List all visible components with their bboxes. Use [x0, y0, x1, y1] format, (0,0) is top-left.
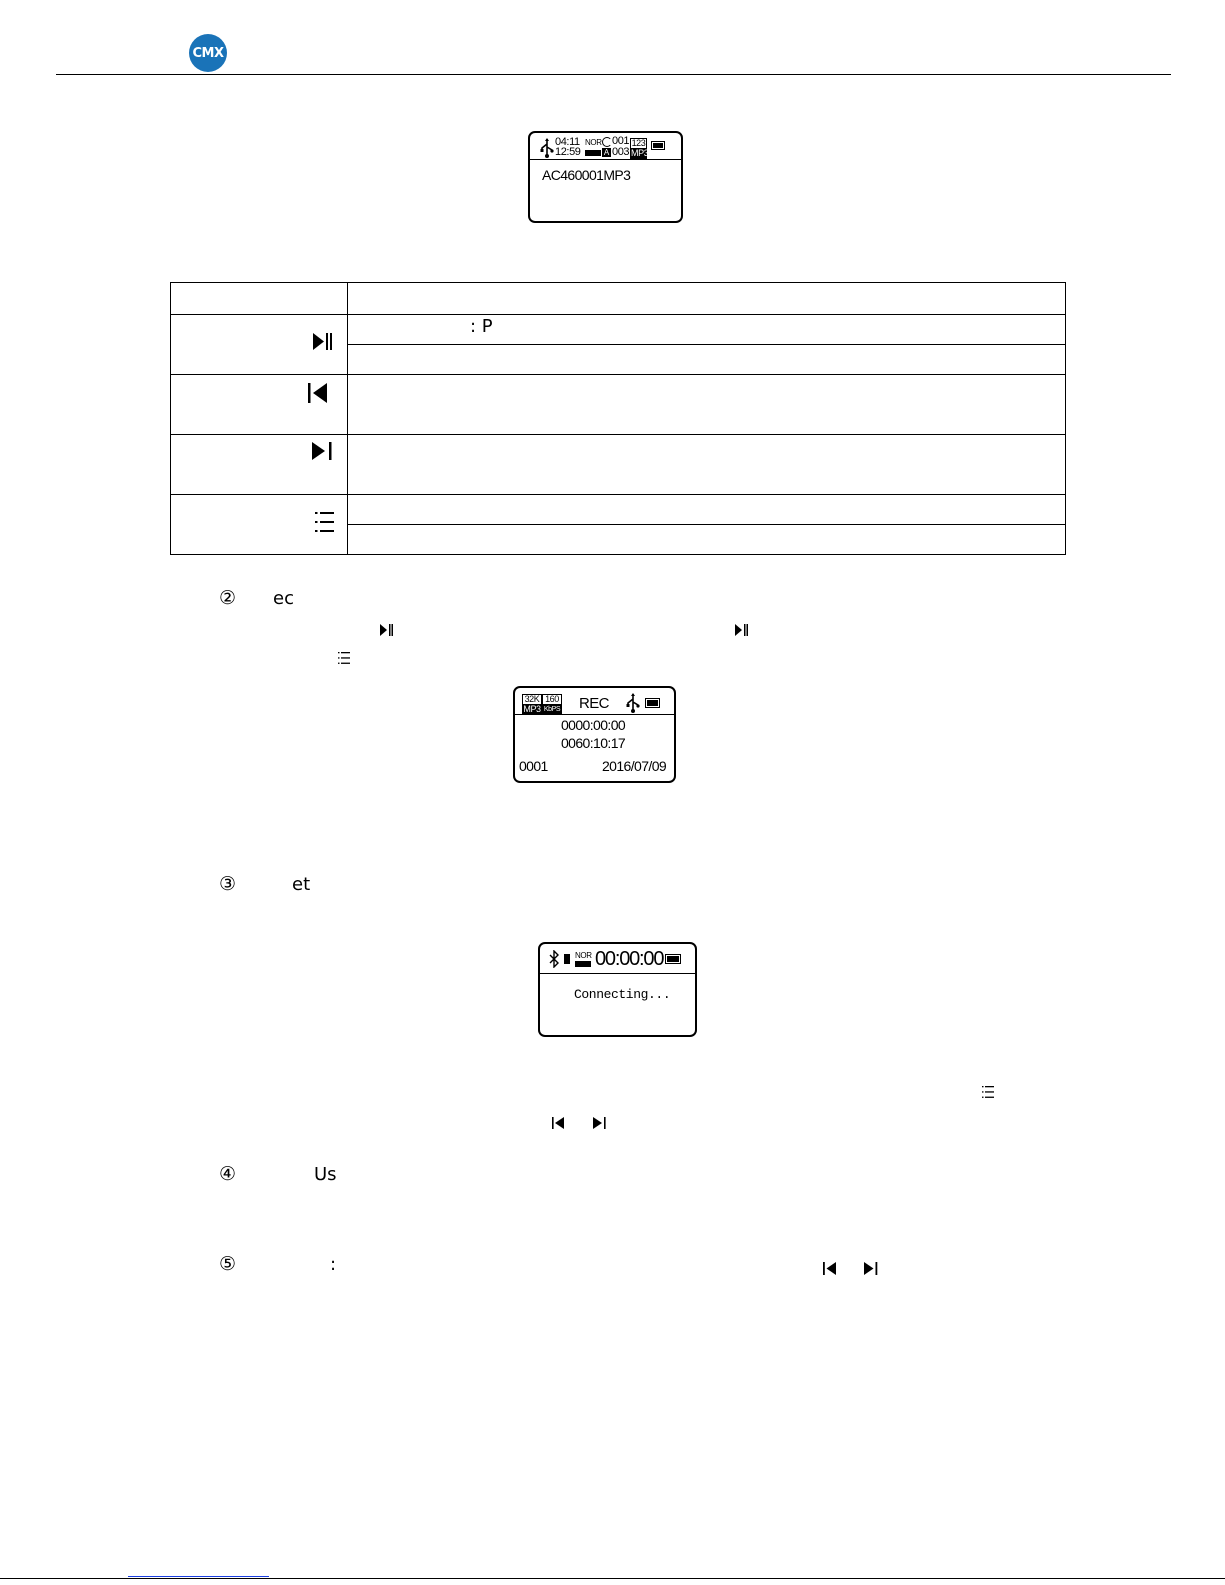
- battery-icon: [665, 954, 681, 964]
- rec-title: REC: [579, 695, 609, 712]
- connection-status: Connecting...: [574, 987, 671, 1002]
- track-current: 001: [612, 135, 630, 147]
- table-rule: [170, 374, 1066, 375]
- screen-separator: [540, 973, 695, 974]
- section-heading-5: :: [330, 1254, 337, 1275]
- format-label: MP3: [631, 148, 649, 158]
- rate-label: 160: [542, 694, 562, 705]
- track-total: 003: [612, 146, 630, 158]
- table-rule: [347, 524, 1066, 525]
- time-total: 12:59: [555, 146, 581, 158]
- music-player-screen: [528, 131, 683, 223]
- remaining-time: 0060:10:17: [561, 735, 626, 751]
- next-icon: [312, 442, 332, 460]
- section-heading-3: et: [292, 874, 311, 895]
- section-marker-2: ②: [219, 587, 237, 609]
- next-icon: [864, 1262, 878, 1275]
- bluetooth-screen: [538, 942, 697, 1037]
- eq-mode: NOR: [585, 138, 602, 147]
- section-marker-3: ③: [219, 873, 237, 895]
- battery-icon: [651, 141, 665, 150]
- section-heading-2: ec: [273, 588, 294, 609]
- signal-block: [564, 954, 570, 964]
- table-rule: [170, 494, 1066, 495]
- file-index: 0001: [519, 758, 548, 774]
- record-date: 2016/07/09: [602, 758, 667, 774]
- eq-mode: NOR: [575, 951, 592, 960]
- previous-icon: [823, 1262, 837, 1275]
- table-rule: [170, 314, 1066, 315]
- table-rule: [347, 282, 348, 555]
- usb-icon: [626, 693, 640, 713]
- header-divider: [56, 74, 1171, 75]
- time-elapsed: 04:11: [555, 136, 580, 148]
- previous-icon: [308, 383, 328, 403]
- menu-icon: [315, 512, 334, 532]
- bluetooth-icon: [549, 950, 559, 968]
- table-rule: [170, 282, 171, 555]
- table-rule: [170, 434, 1066, 435]
- button-function-table: [170, 282, 1066, 555]
- ab-icon: A: [603, 148, 610, 157]
- section-marker-5: ⑤: [219, 1253, 237, 1275]
- bitrate-unit: MP3: [523, 704, 541, 714]
- next-icon: [593, 1117, 606, 1129]
- screen-separator: [530, 159, 681, 160]
- elapsed-time: 0000:00:00: [561, 717, 626, 733]
- play-pause-icon: [735, 624, 748, 636]
- cmx-logo: CMX: [189, 34, 227, 72]
- repeat-icon: [602, 137, 612, 147]
- bt-time: 00:00:00: [595, 948, 664, 970]
- usb-icon: [540, 138, 554, 158]
- battery-icon: [645, 698, 660, 708]
- screen-separator: [515, 714, 674, 715]
- bitrate-label: 32K: [522, 694, 542, 705]
- section-heading-4: Us: [314, 1164, 337, 1185]
- table-cell: : P: [470, 316, 493, 337]
- recording-screen: [513, 686, 676, 783]
- table-rule: [170, 282, 1066, 283]
- play-pause-icon: [312, 332, 332, 351]
- table-rule: [170, 554, 1066, 555]
- footer-link-underline[interactable]: [128, 1576, 269, 1577]
- table-rule: [347, 344, 1066, 345]
- menu-icon: [338, 652, 350, 664]
- rate-unit: KbPS: [543, 706, 561, 713]
- previous-icon: [552, 1117, 565, 1129]
- table-rule: [1065, 282, 1066, 555]
- play-order-label: 123: [631, 138, 646, 148]
- play-pause-icon: [380, 624, 393, 636]
- eq-bar: [575, 961, 591, 967]
- footer-divider: [0, 1578, 1225, 1579]
- eq-bar: [585, 150, 601, 156]
- filename: AC460001MP3: [542, 167, 631, 183]
- section-marker-4: ④: [219, 1163, 237, 1185]
- menu-icon: [982, 1086, 994, 1098]
